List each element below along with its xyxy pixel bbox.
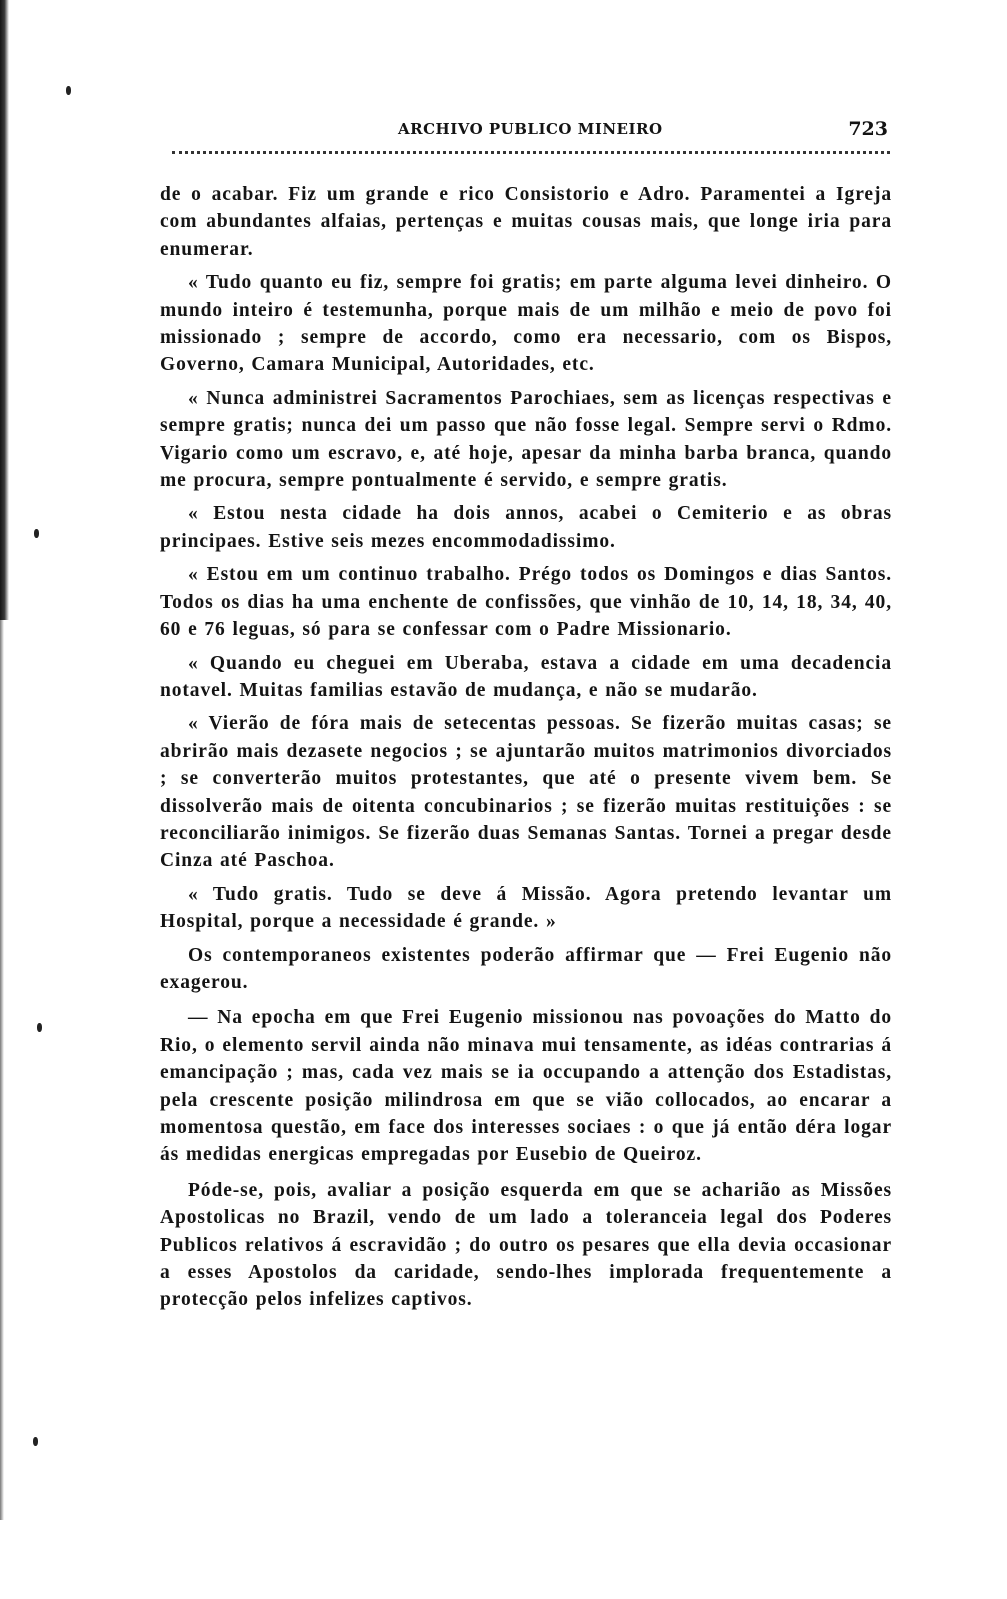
body-text [160,181,892,1320]
header-rule [172,151,890,154]
binding-shadow [0,0,9,620]
paragraph: « Tudo quanto eu fiz, sempre foi gratis; em parte alguma levei dinheiro. O mundo inteiro é testemunha, porque mais de um milhão e meio de povo foi missionado ; sempre de accordo, como era necessario, com os Bispos, Governo, Camara Municipal, Autoridades, etc. [160,272,892,376]
binding-shadow-lower [0,620,4,1520]
paragraph: Póde-se, pois, avaliar a posição esquerda em que se acharião as Missões Apostolicas no Brazil, vendo de um lado a toleranceia legal dos Poderes Publicos relativos á escravidão ; do outro os pesares que ella devia occasionar a esses Apostolos da caridade, sendo-lhes implorada frequentemente a protecção pelos infelizes captivos. [160,1179,892,1311]
paragraph: « Estou em um continuo trabalho. Prégo todos os Domingos e dias Santos. Todos os dias ha uma enchente de confissões, que vinhão de 10, 14, 18, 34, 40, 60 e 76 leguas, só para se confessar com o Padre Missionario. [160,564,892,641]
paragraph: « Vierão de fóra mais de setecentas pessoas. Se fizerão muitas casas; se abrirão mais dezasete negocios ; se ajuntarão muitos matrimonios divorciados ; se converterão muitos protestantes, que até o presente vivem bem. Se dissolverão mais de oitenta concubinarios ; se fizerão muitas restituições : se reconciliarão inimigos. Se fizerão duas Semanas Santas. Tornei a pregar desde Cinza até Paschoa. [160,713,892,872]
page-header [172,120,894,144]
ink-speck [66,86,71,95]
paragraph: « Quando eu cheguei em Uberaba, estava a cidade em uma decadencia notavel. Muitas familias estavão de mudança, e não se mudarão. [160,652,892,701]
paragraph: « Nunca administrei Sacramentos Parochiaes, sem as licenças respectivas e sempre gratis; nunca dei um passo que não fosse legal. Sempre servi o Rdmo. Vigario como um escravo, e, até hoje, apesar da minha barba branca, quando me procura, sempre pontualmente é servido, e sempre gratis. [160,387,892,492]
paragraph: de o acabar. Fiz um grande e rico Consistorio e Adro. Paramentei a Igreja com abundantes alfaias, pertenças e muitas cousas mais, que longe iria para enumerar. [160,184,892,260]
paragraph: « Tudo gratis. Tudo se deve á Missão. Agora pretendo levantar um Hospital, porque a necessidade é grande. » [160,883,892,933]
ink-speck [37,1023,42,1032]
page-number: 723 [848,118,888,140]
paragraph: Os contemporaneos existentes poderão affirmar que — Frei Eugenio não exagerou. [160,944,892,993]
paragraph: — Na epocha em que Frei Eugenio missionou nas povoações do Matto do Rio, o elemento servil ainda não minava mui tensamente, as idéas contrarias á emancipação ; mas, cada vez mais se ia occupando a attenção dos Estadistas, pela crescente posição milindrosa em que se vião collocados, ao encarar a momentosa questão, em face dos interesses sociaes : o que já então déra logar ás medidas energicas empregadas por Eusebio de Queiroz. [160,1007,892,1166]
paragraph: « Estou nesta cidade ha dois annos, acabei o Cemiterio e as obras principaes. Estive seis mezes encommodadissimo. [160,503,892,552]
running-title: ARCHIVO PUBLICO MINEIRO [398,120,663,138]
ink-speck [34,529,39,538]
ink-speck [33,1437,38,1446]
